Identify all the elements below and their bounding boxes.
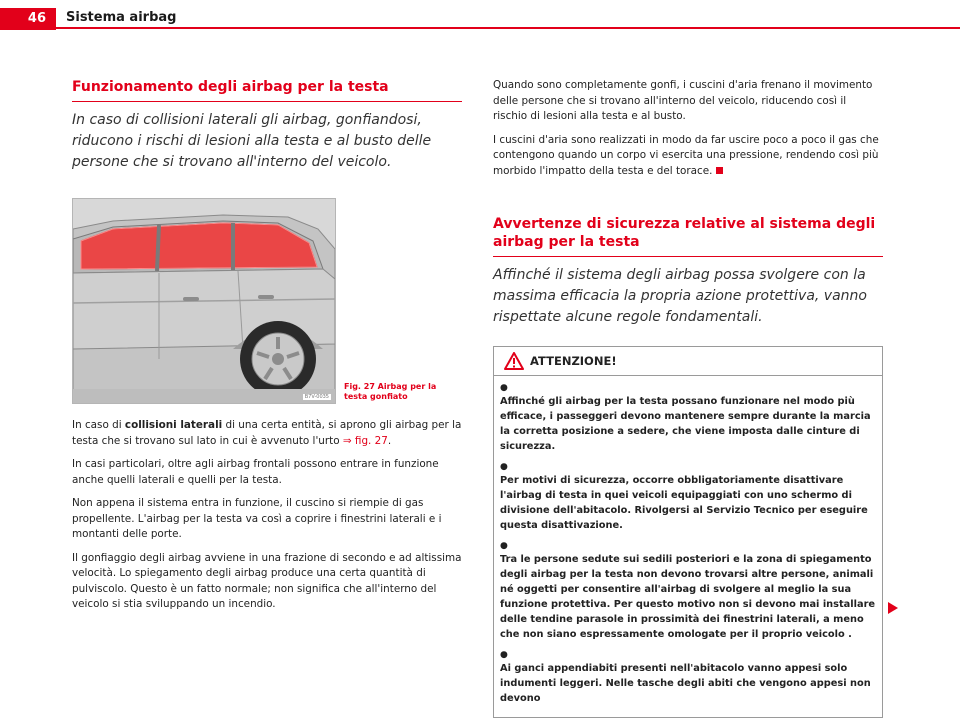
warning-box (493, 346, 883, 718)
section-heading: Funzionamento degli airbag per la testa (72, 78, 462, 102)
paragraph (493, 133, 883, 180)
text: di una certa entità, si aprono gli airbag per la testa che si trovano sul lato in cui è avvenuto l'urto (72, 419, 462, 447)
text: . (387, 434, 392, 447)
left-column (72, 78, 462, 621)
page-number: 46 (0, 8, 56, 30)
figure-reference-link[interactable]: ⇒ fig. 27 (342, 434, 388, 447)
list-item (500, 461, 876, 533)
paragraph: In casi particolari, oltre agli airbag frontali possono entrare in funzione anche quelli laterali e quelli per la testa. (72, 458, 439, 486)
warning-text: Per motivi di sicurezza, occorre obbligatoriamente disattivare l'airbag di testa in quei veicoli equipaggiati con uno schermo di divisione dell'abitacolo. Rivolgersi al Servizio Tecnico per eseguire questa disattivazione. (500, 475, 868, 531)
bullet-icon: ● (500, 650, 508, 660)
warning-text: Affinché gli airbag per la testa possano funzionare nel modo più efficace, i passeggeri devono mantenere sempre durante la marcia la corretta posizione a sedere, che viene imposta dalle cinture di sicurezza. (500, 396, 871, 452)
figure-caption: Fig. 27 Airbag per la testa gonfiato (344, 382, 437, 401)
paragraph: Quando sono completamente gonfi, i cuscini d'aria frenano il movimento delle persone che si trovano all'interno del veicolo, riducendo così il rischio di lesioni alla testa e al busto. (493, 79, 873, 122)
text: In caso di (72, 419, 125, 431)
figure-27 (72, 198, 462, 406)
header-rule (56, 27, 960, 29)
bold-term: collisioni laterali (124, 419, 223, 431)
continue-arrow-icon (888, 602, 898, 614)
warning-text: Tra le persone sedute sui sedili posteriori e la zona di spiegamento degli airbag per la testa non devono trovarsi altre persone, animali né oggetti per consentire all'airbag di svolgere al meglio la sua funzione protettiva. Per questo motivo non si devono mai installare delle tendine parasole in prossimità dei finestrini laterali, a meno che non siano espressamente omologate per il proprio veicolo . (500, 554, 876, 640)
car-airbag-illustration (72, 198, 336, 404)
chapter-title: Sistema airbag (66, 10, 177, 25)
figure-code: B7V-0035 (304, 394, 329, 400)
list-item (500, 382, 876, 454)
text: I cuscini d'aria sono realizzati in modo da far uscire poco a poco il gas che contengono quando un corpo vi esercita una pressione, rendendo così più morbido l'impatto della testa e del torace. (493, 133, 879, 177)
section-lead: In caso di collisioni laterali gli airbag, gonfiandosi, riducono i rischi di lesioni alla testa e al busto delle persone che si trovano all'interno del veicolo. (72, 112, 432, 170)
warning-list (494, 376, 882, 717)
car-side-drawing (73, 199, 335, 403)
right-column (493, 78, 883, 718)
bullet-icon: ● (500, 383, 508, 393)
bullet-icon: ● (500, 541, 508, 551)
paragraph: Il gonfiaggio degli airbag avviene in una frazione di secondo e ad altissima velocità. Lo spiegamento degli airbag produce una certa quantità di pulviscolo. Questo è un fatto normale; non significa che all'interno del veicolo si stia sviluppando un incendio. (72, 551, 462, 610)
section-heading: Avvertenze di sicurezza relative al sistema degli airbag per la testa (493, 215, 883, 257)
page-header (0, 0, 960, 30)
bullet-icon: ● (500, 462, 508, 472)
section-lead: Affinché il sistema degli airbag possa svolgere con la massima efficacia la propria azione protettiva, vanno rispettate alcune regole fondamentali. (493, 267, 867, 325)
warning-header (494, 347, 882, 376)
warning-triangle-icon (504, 352, 524, 370)
end-of-section-mark (716, 167, 723, 174)
warning-text: Ai ganci appendiabiti presenti nell'abitacolo vanno appesi solo indumenti leggeri. Nelle tasche degli abiti che vengono appesi non devono (500, 663, 871, 704)
list-item (500, 540, 876, 642)
list-item (500, 649, 876, 706)
paragraph (72, 418, 462, 449)
warning-title: ATTENZIONE! (530, 354, 617, 368)
paragraph: Non appena il sistema entra in funzione, il cuscino si riempie di gas propellente. L'airbag per la testa va così a coprire i finestrini laterali e i montanti delle porte. (72, 497, 442, 540)
